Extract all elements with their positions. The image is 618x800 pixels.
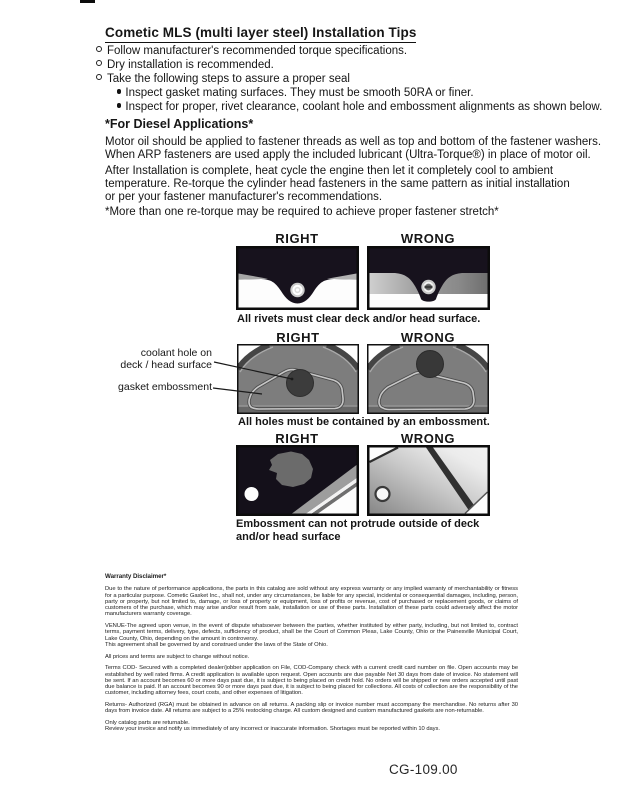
leader-lines xyxy=(210,356,302,398)
label-line: deck / head surface xyxy=(120,358,212,371)
list-item xyxy=(117,87,602,101)
paragraph-line: temperature. Re-torque the cylinder head fasteners in the same pattern as initial installation xyxy=(105,178,570,191)
list-item xyxy=(117,101,602,115)
row1-wrong-header: WRONG xyxy=(400,231,456,246)
embossment-protrusion-right-diagram xyxy=(236,445,359,516)
row3-wrong-header: WRONG xyxy=(400,431,456,446)
filled-bullet-icon xyxy=(117,89,121,93)
embossment-protrusion-wrong-diagram xyxy=(367,445,490,516)
rivet-clearance-right-diagram xyxy=(236,246,359,310)
legal-paragraph: This agreement shall be governed by and construed under the laws of the State of Ohio. xyxy=(105,641,328,648)
list-item-text: Take the following steps to assure a proper seal xyxy=(107,72,350,85)
row2-caption: All holes must be contained by an embossment. xyxy=(238,416,490,428)
row3-caption xyxy=(236,518,479,544)
legal-paragraph: All prices and terms are subject to change without notice. xyxy=(105,653,250,660)
legal-paragraph: Review your invoice and notify us immediately of any incorrect or inaccurate information. Shortages must be reported within 10 days. xyxy=(105,726,440,733)
list-item-text: Follow manufacturer's recommended torque specifications. xyxy=(107,45,408,57)
installation-tips-list xyxy=(96,45,602,115)
legal-paragraph: Due to the nature of performance applications, the parts in this catalog are sold without any express warranty or any implied warranty of merchantability or fitness for a particular purpose. Cometic Gasket Inc., shall not, under any circumstances, be liable for any special, incidental or consequential damages, including, person, party or property, but not limited to, damage, or loss of property or equipment, loss of profits or revenue, cost of purchased or replacement goods, or claims of customers of the purchase, which may arise and/or result from sale, installation or use of these parts. Installation of these parts could adversely affect the motor manufacturers warranty coverage. xyxy=(105,586,518,618)
row3-right-header: RIGHT xyxy=(275,431,319,446)
list-item xyxy=(96,59,602,73)
list-item xyxy=(96,73,602,87)
rivet-clearance-wrong-diagram xyxy=(367,246,490,310)
paragraph-line: After Installation is complete, heat cycle the engine then let it completely cool to ambient xyxy=(105,165,554,177)
paragraph-line: When ARP fasteners are used apply the included lubricant (Ultra-Torque®) in place of motor oil. xyxy=(105,149,591,162)
crop-mark xyxy=(80,0,95,3)
diesel-paragraph-2 xyxy=(105,165,570,205)
list-item xyxy=(96,45,602,59)
warranty-disclaimer-heading: Warranty Disclaimer* xyxy=(105,573,167,580)
list-item-text: Inspect for proper, rivet clearance, coolant hole and embossment alignments as shown below. xyxy=(125,100,603,113)
page-title: Cometic MLS (multi layer steel) Installation Tips xyxy=(105,25,416,43)
embossment-containment-wrong-diagram xyxy=(367,344,489,414)
diesel-section-heading: *For Diesel Applications* xyxy=(105,117,254,131)
diesel-paragraph-1 xyxy=(105,136,601,162)
filled-bullet-icon xyxy=(117,103,121,107)
row1-right-header: RIGHT xyxy=(275,231,319,246)
legal-paragraph: Terms COD- Secured with a completed dealer/jobber application on File, COD-Company check with a current credit card number on file. Open accounts may be established by well rated firms. A credit application is available upon request. Open accounts are due payable Net 30 days from date of invoice. No statement will be sent. If an account becomes 60 or more days past due, it is subject to being placed on credit hold. No orders will be shipped or new orders accepted until past due balance is paid. If an account becomes 90 or more days past due, it is subject to being placed for collections. All costs of collection are the responsibility of the customer, including attorney fees, court costs, and other expenses of litigation. xyxy=(105,665,518,697)
row1-caption: All rivets must clear deck and/or head surface. xyxy=(237,313,481,325)
legal-paragraph: Returns- Authorized (RGA) must be obtained in advance on all returns. A packing slip or invoice number must accompany the merchandise. No returns after 30 days from invoice date. All returns are subject to a 25% restocking charge. All custom designed and custom manufactured gaskets are non-returnable. xyxy=(105,702,518,715)
retorque-note: *More than one re-torque may be required to achieve proper fastener stretch* xyxy=(105,206,499,218)
legal-paragraph: Only catalog parts are returnable. xyxy=(105,720,190,726)
list-item-text: Inspect gasket mating surfaces. They must be smooth 50RA or finer. xyxy=(125,86,474,99)
gasket-embossment-label: gasket embossment xyxy=(118,381,212,393)
paragraph-line: Motor oil should be applied to fastener threads as well as top and bottom of the fastener washers. xyxy=(105,136,602,148)
caption-line: Embossment can not protrude outside of deck xyxy=(236,518,480,530)
page-number: CG-109.00 xyxy=(389,762,458,777)
hollow-bullet-icon xyxy=(96,74,102,80)
label-line: coolant hole on xyxy=(140,347,212,359)
hollow-bullet-icon xyxy=(96,46,102,52)
row2-wrong-header: WRONG xyxy=(400,330,456,345)
coolant-hole-label xyxy=(116,348,212,371)
paragraph-line: or per your fastener manufacturer's recommendations. xyxy=(105,191,383,204)
row2-right-header: RIGHT xyxy=(276,330,320,345)
hollow-bullet-icon xyxy=(96,60,102,66)
list-item-text: Dry installation is recommended. xyxy=(107,58,274,71)
caption-line: and/or head surface xyxy=(236,531,341,543)
legal-paragraph: VENUE-The agreed upon venue, in the event of dispute whatsoever between the parties, whether instituted by either party, including, but not limited to, contract terms, payment terms, delivery, type, defects, sufficiency of product, shall be the Court of Common Pleas, Lake County, Ohio or the Painesville Municipal Court, Lake County, Ohio, depending on the amount in controversy. xyxy=(105,623,518,642)
warranty-disclaimer-section xyxy=(105,574,518,738)
